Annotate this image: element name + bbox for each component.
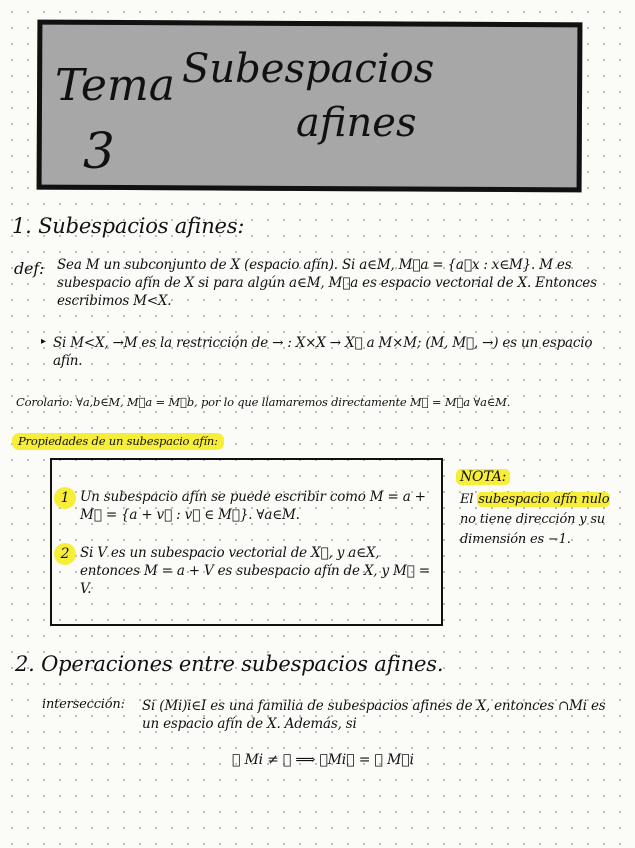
note-title: NOTA: xyxy=(456,469,510,485)
note-text-pre: El xyxy=(460,492,478,507)
note-text-post: no tiene dirección y su dimensión es −1. xyxy=(460,512,605,547)
definition-label: def: xyxy=(14,259,45,278)
bullet-marker: ▸ xyxy=(41,336,47,347)
bullet-text: Si M<X, →M es la restricción de → : X×X → X⃗ a M×M; (M, M⃗, →) es un espacio afín. xyxy=(53,335,593,369)
property-2-text: Si V es un subespacio vectorial de X⃗, y a∈X, entonces M = a + V es subespacio afín de X, y M⃗ = V. xyxy=(80,545,430,597)
property-2-number: 2 xyxy=(54,543,76,565)
properties-heading: Propiedades de un subespacio afín: xyxy=(12,433,224,450)
intersection-formula: ⋂ Mi ≠ ∅ ⟹ ⋂Mi⃗ = ⋂ M⃗i xyxy=(232,752,414,768)
properties-box xyxy=(50,458,443,626)
property-1-number: 1 xyxy=(54,487,76,509)
title-subespacios: Subespacios xyxy=(182,46,435,92)
section1-heading: 1. Subespacios afines: xyxy=(12,214,245,238)
intersection-text: Si (Mi)i∈I es una familia de subespacios afines de X, entonces ∩Mi es un espacio afín de X. Además, si xyxy=(142,698,606,732)
note-highlight: subespacio afín nulo xyxy=(478,492,610,507)
title-tema: Tema xyxy=(55,60,175,111)
property-1-text: Un subespacio afín se puede escribir como M = a + M⃗ = {a + v⃗ : v⃗ ∈ M⃗}. ∀a∈M. xyxy=(80,489,426,523)
corollary-text: Corolario: ∀a,b∈M, M⃗a = M⃗b, por lo que llamaremos directamente M⃗ = M⃗a ∀a∈M. xyxy=(16,395,511,409)
section2-heading: 2. Operaciones entre subespacios afines. xyxy=(15,652,444,676)
intersection-label: intersección: xyxy=(42,697,125,712)
definition-text: Sea M un subconjunto de X (espacio afín). Si a∈M, M⃗a = {a⃗x : x∈M}. M es subespacio afín de X si para algún a∈M, M⃗a es espacio vectorial de X. Entonces escribimos M<X. xyxy=(57,257,597,309)
title-number: 3 xyxy=(83,122,115,180)
title-afines: afines xyxy=(296,100,417,146)
note-text xyxy=(460,490,630,550)
